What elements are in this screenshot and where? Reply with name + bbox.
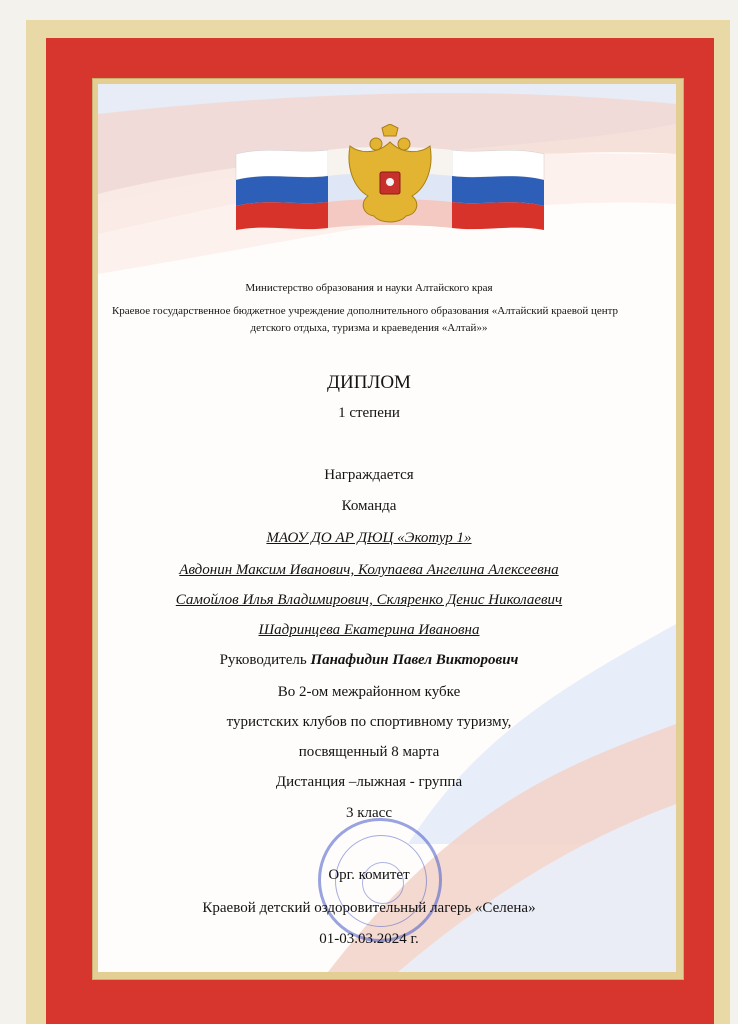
russian-flag-icon: [236, 150, 328, 230]
russian-flag-icon: [452, 150, 544, 230]
org-committee: Орг. комитет: [328, 867, 410, 883]
members-line-1: Авдонин Максим Иванович, Колупаева Ангелина Алексеевна: [179, 562, 559, 578]
camp-name: Краевой детский оздоровительный лагерь «Селена»: [202, 900, 536, 916]
diploma-title: ДИПЛОМ: [327, 372, 411, 393]
diploma-degree: 1 степени: [338, 405, 400, 421]
awarded-label: Награждается: [324, 467, 414, 483]
leader-label: Руководитель: [219, 652, 311, 668]
ministry-line: Министерство образования и науки Алтайского края: [245, 282, 493, 294]
event-date: 01-03.03.2024 г.: [319, 931, 419, 947]
leader-name: Панафидин Павел Викторович: [310, 652, 519, 668]
institution-line-2: детского отдыха, туризма и краеведения «Алтай»»: [250, 322, 488, 334]
event-line-3: посвященный 8 марта: [298, 744, 440, 760]
diploma-content-area: [98, 84, 676, 972]
team-label: Команда: [341, 498, 397, 514]
event-line-1: Во 2-ом межрайонном кубке: [277, 684, 461, 700]
class-line: 3 класс: [346, 805, 392, 821]
members-line-2: Самойлов Илья Владимирович, Скляренко Денис Николаевич: [175, 592, 563, 608]
team-name: МАОУ ДО АР ДЮЦ «Экотур 1»: [266, 530, 472, 546]
distance-line: Дистанция –лыжная - группа: [275, 774, 463, 790]
members-line-3: Шадринцева Екатерина Ивановна: [258, 622, 480, 638]
flags-and-emblem: [228, 124, 552, 234]
institution-line-1: Краевое государственное бюджетное учреждение дополнительного образования «Алтайский краевой центр: [111, 305, 619, 317]
event-line-2: туристских клубов по спортивному туризму,: [226, 714, 512, 730]
